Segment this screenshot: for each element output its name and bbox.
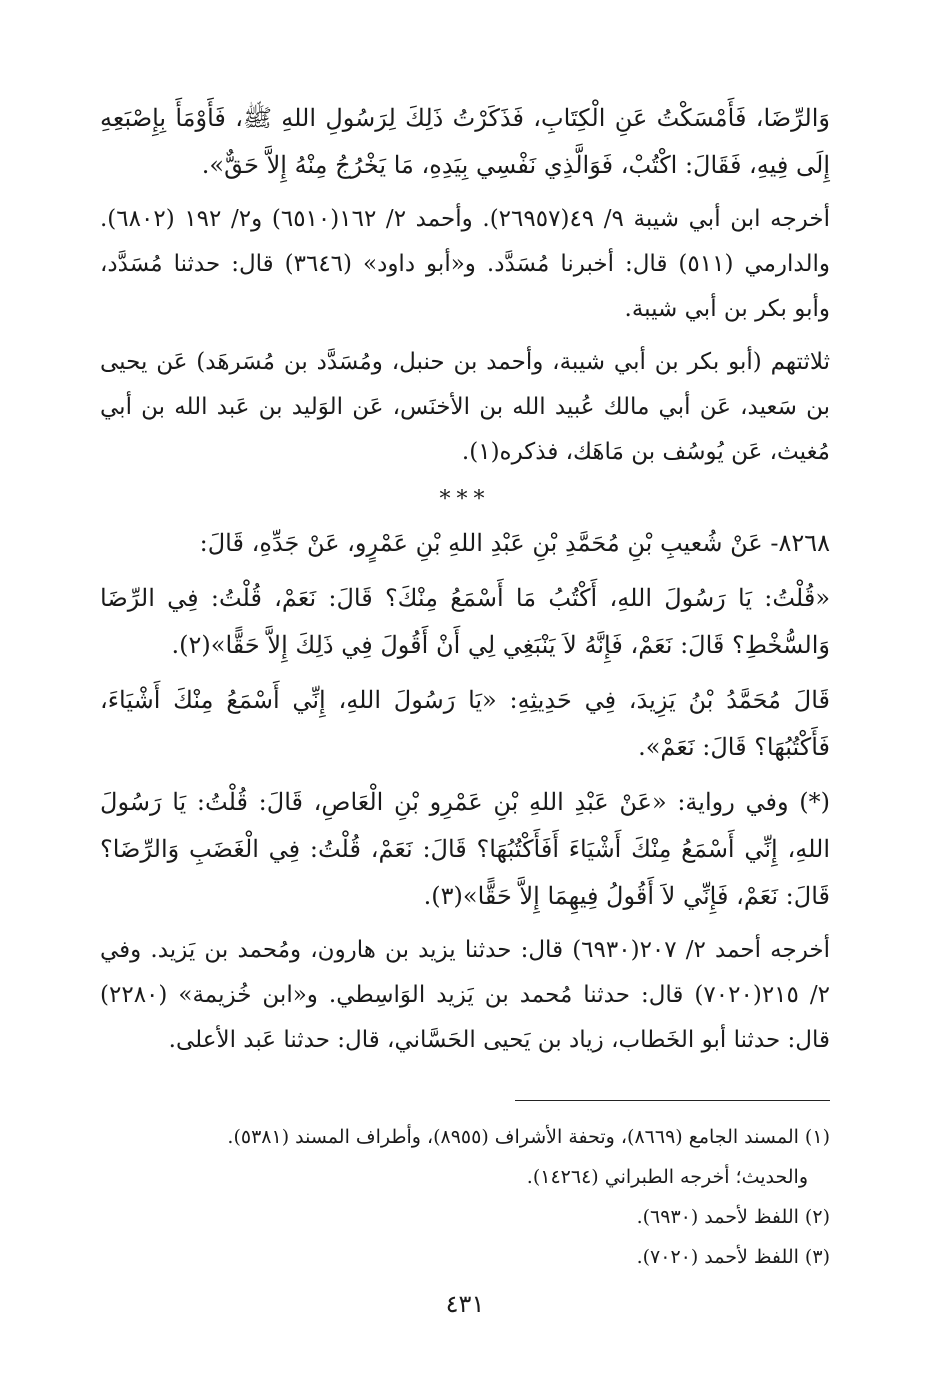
footnote-1: (١) المسند الجامع (٨٦٦٩)، وتحفة الأشراف (٨٩٥٥)، وأطراف المسند (٥٣٨١). <box>227 1126 830 1148</box>
riwaya-paragraph: (*) وفي رواية: «عَنْ عَبْدِ اللهِ بْنِ عَمْرِو بْنِ الْعَاصِ، قَالَ: قُلْتُ: يَا رَسُولَ اللهِ، إِنِّي أَسْمَعُ مِنْكَ أَشْيَاءَ أَفَأَكْتُبُهَا؟ قَالَ: نَعَمْ، قُلْتُ: فِي الْغَضَبِ وَالرِّضَا؟ قَالَ: نَعَمْ، فَإِنِّي لاَ أَقُولُ فِيهِمَا إِلاَّ حَقًّا»(٣). <box>100 788 830 910</box>
hadith-text: «قُلْتُ: يَا رَسُولَ اللهِ، أَكْتُبُ مَا أَسْمَعُ مِنْكَ؟ قَالَ: نَعَمْ، قُلْتُ: فِي الرِّضَا وَالسُّخْطِ؟ قَالَ: نَعَمْ، فَإِنَّهُ لاَ يَنْبَغِي لِي أَنْ أَقُولَ فِي ذَلِكَ إِلاَّ حَقًّا»(٢). <box>100 584 830 659</box>
footnote-rule <box>515 1100 830 1101</box>
hadith-continuation: وَالرِّضَا، فَأَمْسَكْتُ عَنِ الْكِتَابِ، فَذَكَرْتُ ذَلِكَ لِرَسُولِ اللهِ ﷺ، فَأَوْمَأَ بِإِصْبَعِهِ إِلَى فِيهِ، فَقَالَ: اكْتُبْ، فَوَالَّذِي نَفْسِي بِيَدِهِ، مَا يَخْرُجُ مِنْهُ إِلاَّ حَقٌّ». <box>100 104 830 179</box>
footnote-2: (٢) اللفظ لأحمد (٦٩٣٠). <box>636 1206 830 1228</box>
page-number: ٤٣١ <box>445 1290 485 1318</box>
takhrij-paragraph: أخرجه ابن أبي شيبة ٩/ ٤٩(٢٦٩٥٧). وأحمد ٢/ ١٦٢(٦٥١٠) و٢/ ١٩٢ (٦٨٠٢). والدارمي (٥١١) قال: أخبرنا مُسَدَّد. و«أبو داود» (٣٦٤٦) قال: حدثنا مُسَدَّد، وأبو بكر بن أبي شيبة. <box>100 206 830 322</box>
footnote-1-continuation: والحديث؛ أخرجه الطبراني (١٤٢٦٤). <box>526 1166 808 1188</box>
hadith-variant: قَالَ مُحَمَّدُ بْنُ يَزِيدَ، فِي حَدِيثِهِ: «يَا رَسُولَ اللهِ، إِنِّي أَسْمَعُ مِنْكَ أَشْيَاءَ، فَأَكْتُبُهَا؟ قَالَ: نَعَمْ». <box>100 686 830 761</box>
isnad-paragraph: ثلاثتهم (أبو بكر بن أبي شيبة، وأحمد بن حنبل، ومُسَدَّد بن مُسَرهَد) عَن يحيى بن سَعيد، عَن أبي مالك عُبيد الله بن الأخنَس، عَن الوَليد بن عَبد الله بن أبي مُغيث، عَن يُوسُف بن مَاهَك، فذكره(١). <box>100 349 830 465</box>
takhrij-paragraph-2: أخرجه أحمد ٢/ ٢٠٧(٦٩٣٠) قال: حدثنا يزيد بن هارون، ومُحمد بن يَزيد. وفي ٢/ ٢١٥(٧٠٢٠) قال: حدثنا مُحمد بن يَزيد الوَاسِطي. و«ابن خُزيمة» (٢٢٨٠) قال: حدثنا أبو الخَطاب، زياد بن يَحيى الحَسَّاني، قال: حدثنا عَبد الأعلى. <box>100 937 831 1053</box>
hadith-heading: ٨٢٦٨- عَنْ شُعيبِ بْنِ مُحَمَّدِ بْنِ عَبْدِ اللهِ بْنِ عَمْرٍو، عَنْ جَدِّهِ، قَالَ: <box>199 529 830 557</box>
section-divider: *** <box>439 487 491 512</box>
footnotes <box>100 1117 830 1277</box>
footnote-3: (٣) اللفظ لأحمد (٧٠٢٠). <box>636 1246 830 1268</box>
book-page <box>100 95 830 1355</box>
